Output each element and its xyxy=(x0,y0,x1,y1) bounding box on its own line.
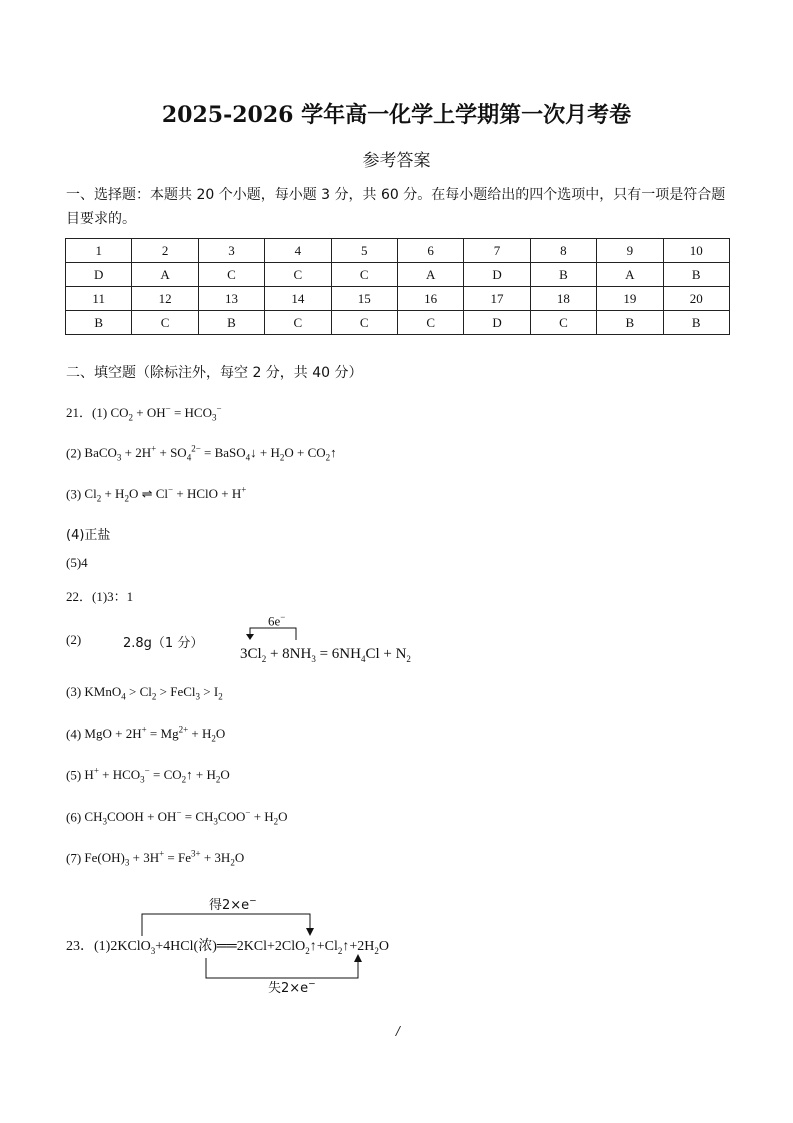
table-row xyxy=(66,263,730,287)
table-cell: C xyxy=(198,263,264,287)
table-cell: 6 xyxy=(397,239,463,263)
table-cell: B xyxy=(66,311,132,335)
table-cell: B xyxy=(663,311,729,335)
table-cell: 19 xyxy=(597,287,663,311)
table-cell: C xyxy=(530,311,596,335)
table-row xyxy=(66,287,730,311)
table-cell: 7 xyxy=(464,239,530,263)
table-cell: 11 xyxy=(66,287,132,311)
electron-label-6e: 6e− xyxy=(268,612,286,629)
table-cell: C xyxy=(331,263,397,287)
q23-equation: 2KClO$_3$+4HCl(浓)$══2KCl+2ClO_2↑+Cl_2↑+2H_2O$ xyxy=(110,938,390,956)
table-cell: 18 xyxy=(530,287,596,311)
table-cell: C xyxy=(265,311,331,335)
table-cell: 10 xyxy=(663,239,729,263)
table-cell: 16 xyxy=(397,287,463,311)
section-1-intro: 一、选择题：本题共 20 个小题，每小题 3 分，共 60 分。在每小题给出的四个选项中，只有一项是符合题目要求的。 xyxy=(66,187,726,227)
table-cell: B xyxy=(663,263,729,287)
q22-part3 xyxy=(66,684,223,702)
q22-part4-equation: MgO + $2H^+ = Mg^{2+} + H_2O$ xyxy=(84,725,226,744)
answer-table xyxy=(65,238,730,335)
q22-part7 xyxy=(66,849,244,868)
lose-electrons-label: 失2×e− xyxy=(268,979,316,996)
q21-part1 xyxy=(66,402,222,423)
table-cell: C xyxy=(331,311,397,335)
q22-part5 xyxy=(66,766,230,785)
table-cell: D xyxy=(464,311,530,335)
table-cell: 14 xyxy=(265,287,331,311)
table-cell: A xyxy=(597,263,663,287)
table-cell: 15 xyxy=(331,287,397,311)
table-row xyxy=(66,311,730,335)
q22-part5-equation: $H^+ + HCO_3^-$ = $CO_2↑ + H_2O$ xyxy=(84,766,230,785)
q21-part5: (5)4 xyxy=(66,555,88,570)
q21-part3-label: (3) xyxy=(66,486,82,502)
q23-part1 xyxy=(66,935,389,956)
lose-arrow xyxy=(206,958,358,978)
q22-part7-label: (7) xyxy=(66,850,82,866)
table-cell: 17 xyxy=(464,287,530,311)
q22-part6 xyxy=(66,808,288,827)
table-cell: 2 xyxy=(132,239,198,263)
q21-part1-label: (1) xyxy=(92,405,108,420)
table-cell: D xyxy=(464,263,530,287)
table-row xyxy=(66,239,730,263)
page-mark: / xyxy=(396,1024,401,1038)
table-cell: B xyxy=(530,263,596,287)
table-cell: A xyxy=(132,263,198,287)
table-cell: 4 xyxy=(265,239,331,263)
q21-part2-equation: BaCO$_3$ + $2H^+ + SO_4^{2-}$ = BaSO$_4$↓ + $H_2O$ + $CO_2↑$ xyxy=(84,444,337,463)
table-cell: C xyxy=(132,311,198,335)
q22-part2-equation: $3Cl_2 + 8NH_3 = 6NH_4Cl + N_2$ xyxy=(240,646,411,664)
table-cell: 12 xyxy=(132,287,198,311)
table-cell: 1 xyxy=(66,239,132,263)
q21-part1-equation: $CO_2 + OH^- = HCO_3^-$ xyxy=(110,403,222,423)
q21-part4: (4)正盐 xyxy=(66,528,111,543)
table-cell: 8 xyxy=(530,239,596,263)
q22-part1: 22．(1)3：1 xyxy=(66,589,134,604)
table-cell: C xyxy=(265,263,331,287)
q22-part4 xyxy=(66,725,225,744)
q22-part7-equation: $Fe(OH)_3 + 3H^+ = Fe^{3+} + 3H_2O$ xyxy=(84,849,245,868)
table-cell: D xyxy=(66,263,132,287)
table-cell: B xyxy=(597,311,663,335)
gain-electrons-label: 得2×e− xyxy=(209,896,257,913)
table-cell: B xyxy=(198,311,264,335)
q21-part2-label: (2) xyxy=(66,445,82,461)
page-title: 2025-2026 学年高一化学上学期第一次月考卷 xyxy=(161,102,632,128)
q22-part5-label: (5) xyxy=(66,767,82,783)
q21-part3-equation: $Cl_2 + H_2O$ ⇌ Cl− + HClO + H+ xyxy=(84,485,247,504)
q22-part3-equation: KMnO$_4$ > $Cl_2$ > FeCl$_3$ > $I_2$ xyxy=(84,684,223,702)
table-cell: A xyxy=(397,263,463,287)
q22-part6-label: (6) xyxy=(66,809,82,825)
table-cell: 5 xyxy=(331,239,397,263)
q21-part3 xyxy=(66,485,246,504)
table-cell: C xyxy=(397,311,463,335)
table-cell: 9 xyxy=(597,239,663,263)
q22-part3-label: (3) xyxy=(66,684,82,699)
page-subtitle: 参考答案 xyxy=(362,151,431,171)
q22-part2-label: (2) xyxy=(66,632,82,647)
q23-label: 23．(1) xyxy=(66,939,111,954)
gain-arrow xyxy=(142,914,310,936)
q21-part2 xyxy=(66,444,337,463)
table-cell: 20 xyxy=(663,287,729,311)
q21-number: 21． xyxy=(66,405,93,420)
q22-part4-label: (4) xyxy=(66,726,82,742)
table-cell: 13 xyxy=(198,287,264,311)
q22-part2-answer: 2.8g（1 分） xyxy=(123,636,204,651)
section-2-intro: 二、填空题（除标注外，每空 2 分，共 40 分） xyxy=(66,365,363,381)
table-cell: 3 xyxy=(198,239,264,263)
q22-part6-equation: $CH_3COOH + OH^- = CH_3COO^- + H_2O$ xyxy=(84,808,288,827)
